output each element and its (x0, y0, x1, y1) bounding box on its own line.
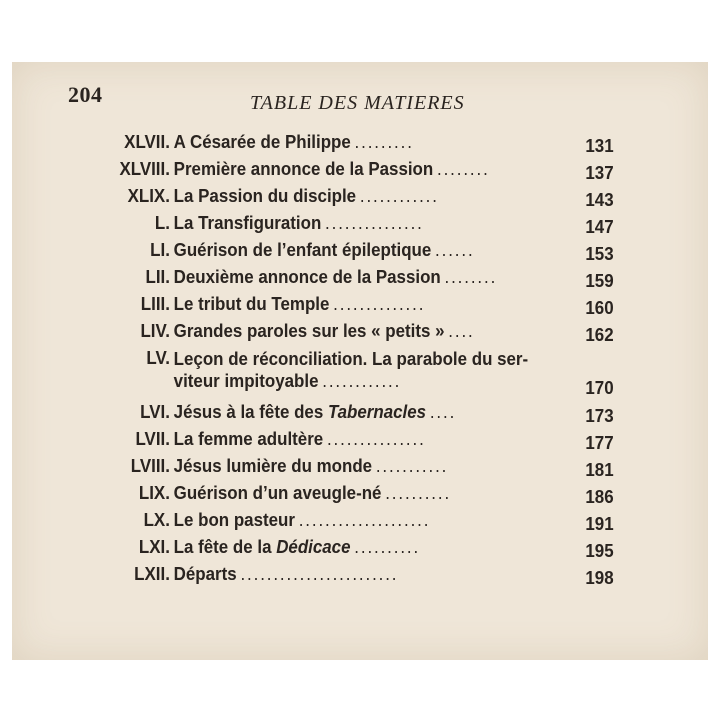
chapter-number: LXII. (134, 564, 170, 584)
dot-leader: ........................ (240, 564, 399, 584)
dot-leader: ............... (326, 429, 426, 449)
chapter-title: Départs ........................ (173, 564, 399, 584)
chapter-title: Deuxième annonce de la Passion ........ (173, 267, 498, 287)
toc-entry (12, 321, 666, 348)
toc-entry (12, 267, 666, 294)
toc-entry (12, 240, 666, 267)
chapter-title: Grandes paroles sur les « petits » .... (173, 321, 475, 341)
page-ref: 181 (585, 460, 614, 480)
chapter-number: LVI. (140, 402, 170, 422)
page-ref: 177 (585, 433, 614, 453)
toc-entry (12, 348, 666, 402)
toc-entry (12, 186, 666, 213)
toc-entry (12, 132, 666, 159)
dot-leader: .... (429, 402, 457, 422)
toc-entry (12, 294, 666, 321)
chapter-title: Première annonce de la Passion ........ (173, 159, 490, 179)
chapter-title: Guérison d’un aveugle-né .......... (173, 483, 452, 503)
table-of-contents (12, 132, 708, 591)
toc-entry (12, 537, 666, 564)
dot-leader: ............ (322, 371, 402, 391)
page-ref: 147 (585, 217, 614, 237)
toc-entry (12, 159, 666, 186)
chapter-number: LX. (143, 510, 170, 530)
dot-leader: .................... (298, 510, 431, 530)
toc-entry (12, 510, 666, 537)
chapter-number: LVIII. (130, 456, 170, 476)
page-ref: 131 (585, 136, 614, 156)
toc-entry (12, 429, 666, 456)
toc-entry (12, 213, 666, 240)
chapter-title: La Transfiguration ............... (173, 213, 424, 233)
dot-leader: .......... (385, 483, 452, 503)
page-ref: 143 (585, 190, 614, 210)
dot-leader: ...... (435, 240, 475, 260)
chapter-title: La fête de la Dédicace .......... (173, 537, 421, 557)
chapter-title: Le bon pasteur .................... (173, 510, 431, 530)
dot-leader: ......... (354, 132, 414, 152)
chapter-title: Leçon de réconciliation. La parabole du ser- viteur impitoyable ............ (173, 349, 529, 391)
dot-leader: ........ (436, 159, 490, 179)
chapter-number: XLIX. (127, 186, 170, 206)
page-ref: 160 (585, 298, 614, 318)
chapter-number: L. (154, 213, 170, 233)
page-ref: 186 (585, 487, 614, 507)
page-ref: 137 (585, 163, 614, 183)
chapter-number: LIX. (138, 483, 170, 503)
page-ref: 191 (585, 514, 614, 534)
page-ref: 153 (585, 244, 614, 264)
chapter-number: LV. (146, 348, 170, 368)
chapter-number: LXI. (138, 537, 170, 557)
chapter-title: La femme adultère ............... (173, 429, 426, 449)
chapter-number: LIV. (140, 321, 170, 341)
chapter-title: Guérison de l’enfant épileptique ...... (173, 240, 475, 260)
dot-leader: .......... (354, 537, 421, 557)
chapter-title: Jésus lumière du monde ........... (173, 456, 449, 476)
page-ref: 195 (585, 541, 614, 561)
chapter-number: LI. (150, 240, 170, 260)
chapter-number: LII. (145, 267, 170, 287)
chapter-title: Le tribut du Temple .............. (173, 294, 426, 314)
running-head: TABLE DES MATIERES (250, 92, 465, 114)
book-page (12, 62, 708, 660)
dot-leader: .............. (333, 294, 426, 314)
dot-leader: .... (448, 321, 475, 341)
chapter-number: LIII. (140, 294, 170, 314)
page-number: 204 (68, 82, 103, 107)
toc-entry (12, 456, 666, 483)
page-ref: 173 (585, 406, 614, 426)
dot-leader: ........ (444, 267, 498, 287)
toc-entry (12, 564, 666, 591)
toc-entry (12, 483, 666, 510)
page-ref: 170 (585, 378, 614, 398)
chapter-title: Jésus à la fête des Tabernacles .... (173, 402, 457, 422)
page-ref: 159 (585, 271, 614, 291)
chapter-number: XLVII. (124, 132, 170, 152)
page-ref: 162 (585, 325, 614, 345)
dot-leader: ............ (359, 186, 439, 206)
dot-leader: ........... (375, 456, 449, 476)
chapter-title: La Passion du disciple ............ (173, 186, 439, 206)
dot-leader: ............... (325, 213, 424, 233)
toc-entry (12, 402, 666, 429)
chapter-number: XLVIII. (119, 159, 170, 179)
page-ref: 198 (585, 568, 614, 588)
chapter-number: LVII. (135, 429, 170, 449)
chapter-title: A Césarée de Philippe ......... (173, 132, 414, 152)
